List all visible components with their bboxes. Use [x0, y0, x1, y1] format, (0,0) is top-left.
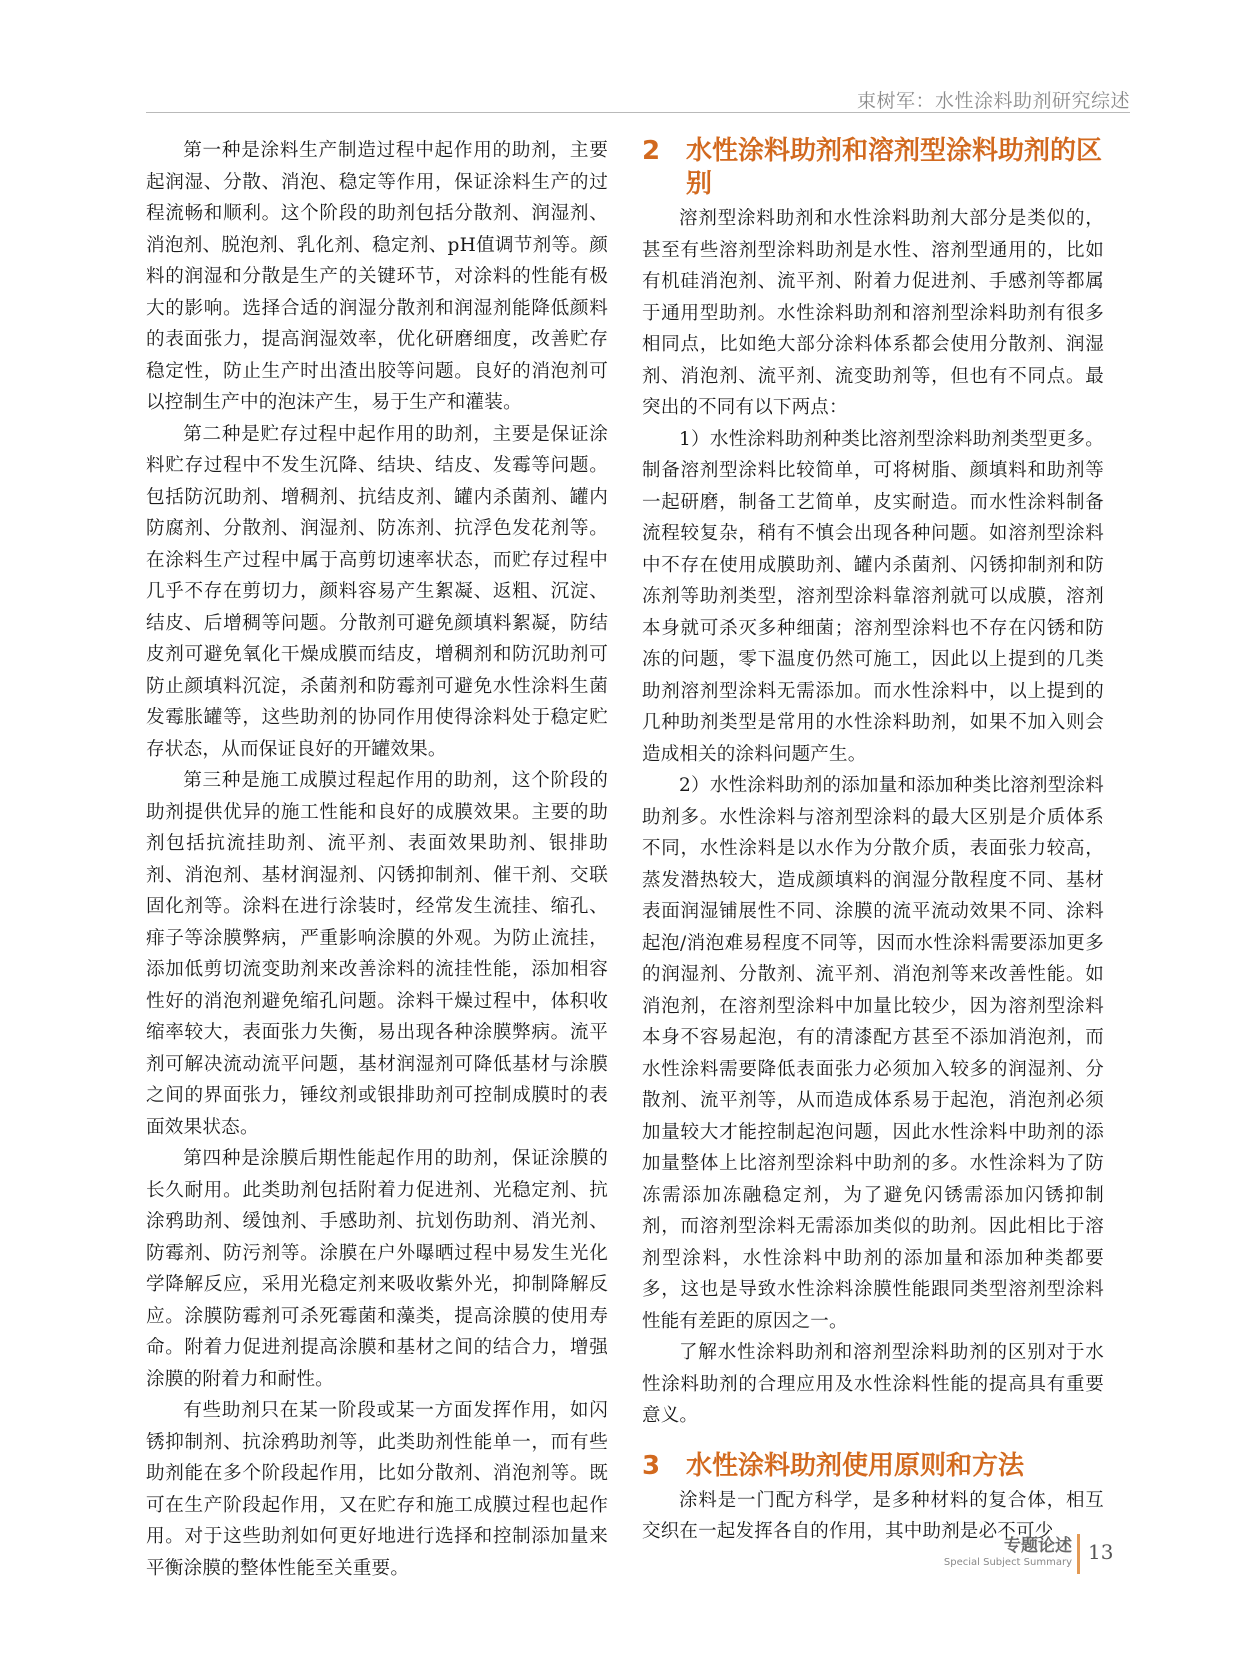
body-paragraph: 第一种是涂料生产制造过程中起作用的助剂，主要起润湿、分散、消泡、稳定等作用，保证涂料生产的过程流畅和顺利。这个阶段的助剂包括分散剂、润湿剂、消泡剂、脱泡剂、乳化剂、稳定剂、pH值调节剂等。颜料的润湿和分散是生产的关键环节，对涂料的性能有极大的影响。选择合适的润湿分散剂和润湿剂能降低颜料的表面张力，提高润湿效率，优化研磨细度，改善贮存稳定性，防止生产时出渣出胶等问题。良好的消泡剂可以控制生产中的泡沫产生，易于生产和灌装。	[146, 140, 608, 413]
body-paragraph: 溶剂型涂料助剂和水性涂料助剂大部分是类似的，甚至有些溶剂型涂料助剂是水性、溶剂型通用的，比如有机硅消泡剂、流平剂、附着力促进剂、手感剂等都属于通用型助剂。水性涂料助剂和溶剂型涂料助剂有很多相同点，比如绝大部分涂料体系都会使用分散剂、润湿剂、消泡剂、流平剂、流变助剂等，但也有不同点。最突出的不同有以下两点：	[642, 208, 1104, 418]
body-paragraph: 了解水性涂料助剂和溶剂型涂料助剂的区别对于水性涂料助剂的合理应用及水性涂料性能的提高具有重要意义。	[642, 1342, 1104, 1426]
page-number: 13	[1088, 1540, 1114, 1564]
section-3-heading	[642, 1450, 1104, 1483]
left-column	[146, 135, 608, 1584]
footer-column-name-cn: 专题论述	[1004, 1536, 1072, 1556]
body-paragraph: 涂料是一门配方科学，是多种材料的复合体，相互交织在一起发挥各自的作用，其中助剂是必不可少	[642, 1489, 1104, 1542]
running-head-title: 束树军：水性涂料助剂研究综述	[856, 90, 1130, 112]
body-paragraph: 第四种是涂膜后期性能起作用的助剂，保证涂膜的长久耐用。此类助剂包括附着力促进剂、光稳定剂、抗涂鸦助剂、缓蚀剂、手感助剂、抗划伤助剂、消光剂、防霉剂、防污剂等。涂膜在户外曝晒过程中易发生光化学降解反应，采用光稳定剂来吸收紫外光，抑制降解反应。涂膜防霉剂可杀死霉菌和藻类，提高涂膜的使用寿命。附着力促进剂提高涂膜和基材之间的结合力，增强涂膜的附着力和耐性。	[146, 1148, 608, 1390]
body-paragraph: 第三种是施工成膜过程起作用的助剂，这个阶段的助剂提供优异的施工性能和良好的成膜效果。主要的助剂包括抗流挂助剂、流平剂、表面效果助剂、银排助剂、消泡剂、基材润湿剂、闪锈抑制剂、催干剂、交联固化剂等。涂料在进行涂装时，经常发生流挂、缩孔、痱子等涂膜弊病，严重影响涂膜的外观。为防止流挂，添加低剪切流变助剂来改善涂料的流挂性能，添加相容性好的消泡剂避免缩孔问题。涂料干燥过程中，体积收缩率较大，表面张力失衡，易出现各种涂膜弊病。流平剂可解决流动流平问题，基材润湿剂可降低基材与涂膜之间的界面张力，锤纹剂或银排助剂可控制成膜时的表面效果状态。	[146, 770, 608, 1138]
right-column	[642, 135, 1104, 1548]
footer-column-label	[944, 1536, 1072, 1570]
footer-accent-bar	[1077, 1534, 1080, 1574]
header-divider	[146, 112, 1130, 113]
section-number: 2	[642, 136, 661, 166]
footer-column-name-en: Special Subject Summary	[943, 1557, 1072, 1568]
body-paragraph: 1）水性涂料助剂种类比溶剂型涂料助剂类型更多。制备溶剂型涂料比较简单，可将树脂、颜填料和助剂等一起研磨，制备工艺简单，皮实耐造。而水性涂料制备流程较复杂，稍有不慎会出现各种问题。如溶剂型涂料中不存在使用成膜助剂、罐内杀菌剂、闪锈抑制剂和防冻剂等助剂类型，溶剂型涂料靠溶剂就可以成膜，溶剂本身就可杀灭多种细菌；溶剂型涂料也不存在闪锈和防冻的问题，零下温度仍然可施工，因此以上提到的几类助剂溶剂型涂料无需添加。而水性涂料中，以上提到的几种助剂类型是常用的水性涂料助剂，如果不加入则会造成相关的涂料问题产生。	[642, 428, 1104, 765]
body-paragraph: 第二种是贮存过程中起作用的助剂，主要是保证涂料贮存过程中不发生沉降、结块、结皮、发霉等问题。包括防沉助剂、增稠剂、抗结皮剂、罐内杀菌剂、罐内防腐剂、分散剂、润湿剂、防冻剂、抗浮色发花剂等。在涂料生产过程中属于高剪切速率状态，而贮存过程中几乎不存在剪切力，颜料容易产生絮凝、返粗、沉淀、结皮、后增稠等问题。分散剂可避免颜填料絮凝，防结皮剂可避免氧化干燥成膜而结皮，增稠剂和防沉助剂可防止颜填料沉淀，杀菌剂和防霉剂可避免水性涂料生菌发霉胀罐等，这些助剂的协同作用使得涂料处于稳定贮存状态，从而保证良好的开罐效果。	[146, 423, 608, 760]
section-title: 水性涂料助剂和溶剂型涂料助剂的区别	[686, 136, 1103, 199]
section-number: 3	[642, 1450, 661, 1481]
section-title: 水性涂料助剂使用原则和方法	[686, 1450, 1025, 1481]
body-paragraph: 有些助剂只在某一阶段或某一方面发挥作用，如闪锈抑制剂、抗涂鸦助剂等，此类助剂性能单一，而有些助剂能在多个阶段起作用，比如分散剂、消泡剂等。既可在生产阶段起作用，又在贮存和施工成膜过程也起作用。对于这些助剂如何更好地进行选择和控制添加量来平衡涂膜的整体性能至关重要。	[146, 1400, 608, 1579]
body-paragraph: 2）水性涂料助剂的添加量和添加种类比溶剂型涂料助剂多。水性涂料与溶剂型涂料的最大区别是介质体系不同，水性涂料是以水作为分散介质，表面张力较高，蒸发潜热较大，造成颜填料的润湿分散程度不同、基材表面润湿铺展性不同、涂膜的流平流动效果不同、涂料起泡/消泡难易程度不同等，因而水性涂料需要添加更多的润湿剂、分散剂、流平剂、消泡剂等来改善性能。如消泡剂，在溶剂型涂料中加量比较少，因为溶剂型涂料本身不容易起泡，有的清漆配方甚至不添加消泡剂，而水性涂料需要降低表面张力必须加入较多的润湿剂、分散剂、流平剂等，从而造成体系易于起泡，消泡剂必须加量较大才能控制起泡问题，因此水性涂料中助剂的添加量整体上比溶剂型涂料中助剂的多。水性涂料为了防冻需添加冻融稳定剂，为了避免闪锈需添加闪锈抑制剂，而溶剂型涂料无需添加类似的助剂。因此相比于溶剂型涂料，水性涂料中助剂的添加量和添加种类都要多，这也是导致水性涂料涂膜性能跟同类型溶剂型涂料性能有差距的原因之一。	[642, 775, 1104, 1332]
section-2-heading	[642, 135, 1104, 201]
